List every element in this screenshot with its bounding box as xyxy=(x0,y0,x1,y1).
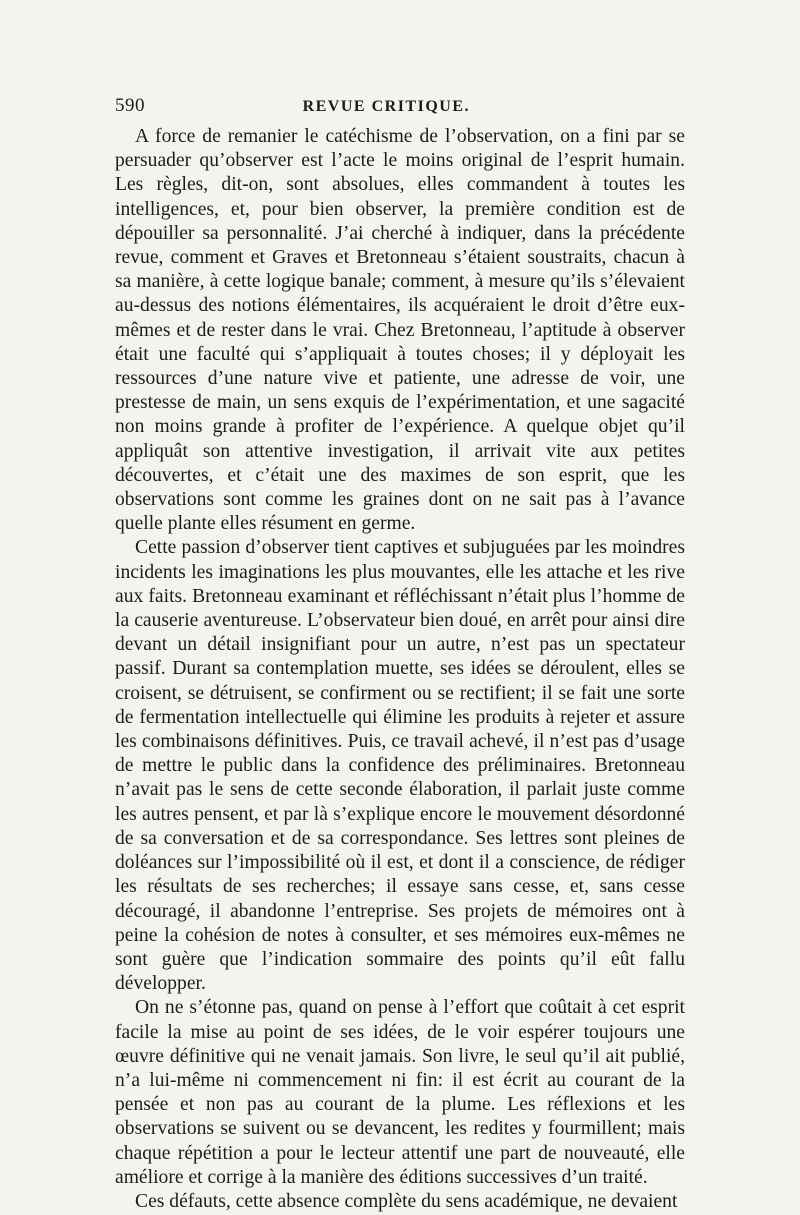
page-number: 590 xyxy=(115,95,145,116)
paragraph-1: A force de remanier le catéchisme de l’observation, on a fini par se persuader qu’observer est l’acte le moins original de l’esprit humain. Les règles, dit-on, sont absolues, elles commandent à toutes les intelligences, et, pour bien observer, la première condition est de dépouiller sa personnalité. J’ai cherché à indiquer, dans la précédente revue, comment et Graves et Bretonneau s’étaient soustraits, chacun à sa manière, à cette logique banale; comment, à mesure qu’ils s’élevaient au-dessus des notions élémentaires, ils acquéraient le droit d’être eux-mêmes et de rester dans le vrai. Chez Bretonneau, l’aptitude à observer était une faculté qui s’appliquait à toutes choses; il y déployait les ressources d’une nature vive et patiente, une adresse de voir, une prestesse de main, un sens exquis de l’expérimentation, et une sagacité non moins grande à profiter de l’expérience. A quelque objet qu’il appliquât son attentive investigation, il arrivait vite aux petites découvertes, et c’était une des maximes de son esprit, que les observations sont comme les graines dont on ne sait pas à l’avance quelle plante elles résument en germe. xyxy=(115,126,685,535)
paragraph-3: On ne s’étonne pas, quand on pense à l’effort que coûtait à cet esprit facile la mise au point de ses idées, de le voir espérer toujours une œuvre définitive qui ne venait jamais. Son livre, le seul qu’il ait publié, n’a lui-même ni commencement ni fin: il est écrit au courant de la pensée et non pas au courant de la plume. Les réflexions et les observations se suivent ou se devancent, les redites y fourmillent; mais chaque répétition a pour le lecteur attentif une part de nouveauté, elle améliore et corrige à la manière des éditions successives d’un traité. xyxy=(115,997,685,1188)
paragraph-4: Ces défauts, cette absence complète du sens académique, ne devaient xyxy=(135,1190,678,1212)
book-page xyxy=(115,95,685,1214)
body-text xyxy=(115,125,685,1214)
paragraph-2: Cette passion d’observer tient captives et subjuguées par les moindres incidents les imaginations les plus mouvantes, elle les attache et les rive aux faits. Bretonneau examinant et réfléchissant n’était plus l’homme de la causerie aventureuse. L’observateur bien doué, en arrêt pour ainsi dire devant un détail insignifiant pour un autre, n’est pas un spectateur passif. Durant sa contemplation muette, ses idées se déroulent, elles se croisent, se détruisent, se confirment ou se rectifient; il se fait une sorte de fermentation intellectuelle qui élimine les produits à rejeter et assure les combinaisons définitives. Puis, ce travail achevé, il n’est pas d’usage de mettre le public dans la confidence des préliminaires. Bretonneau n’avait pas le sens de cette seconde élaboration, il parlait juste comme les autres pensent, et par là s’explique encore le mouvement désordonné de sa conversation et de sa correspondance. Ses lettres sont pleines de doléances sur l’impossibilité où il est, et dont il a conscience, de rédiger les résultats de ses recherches; il essaye sans cesse, et, sans cesse découragé, il abandonne l’entreprise. Ses projets de mémoires ont à peine la cohésion de notes à consulter, et ses mémoires eux-mêmes ne sont guère que l’indication sommaire des points qu’il eût fallu développer. xyxy=(115,537,685,995)
running-head: REVUE CRITIQUE. xyxy=(302,98,470,115)
page-header xyxy=(115,95,685,123)
